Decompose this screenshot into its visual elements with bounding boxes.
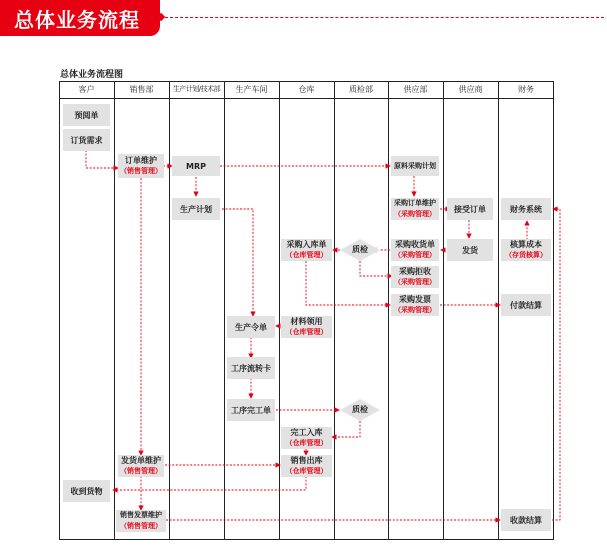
node-sales-outbound [281, 455, 332, 477]
node-cost-accounting [501, 239, 551, 261]
diagram-title: 总体业务流程图 [60, 70, 124, 80]
node-module: （销售管理） [120, 522, 162, 530]
node-module: （仓库管理） [285, 328, 328, 336]
flow-qc-to-reject [360, 261, 392, 276]
node-purchase-invoice [391, 294, 439, 316]
node-label: 发货单维护 [121, 456, 161, 465]
node-label: 工序完工单 [231, 405, 271, 415]
node-purchase-rejection [391, 266, 439, 288]
node-module: （采购管理） [394, 278, 436, 286]
node-label: 质检 [352, 405, 368, 414]
node-receipt-settlement [501, 509, 551, 531]
node-production-order [227, 316, 275, 338]
node-label: MRP [186, 161, 206, 171]
node-label: 收到货物 [70, 486, 103, 496]
node-purchase-stock-in [281, 239, 332, 261]
node-finance-system [501, 198, 551, 220]
node-label: 工序流转卡 [231, 363, 271, 373]
node-label: 质检 [352, 245, 368, 254]
node-qc-inbound [340, 239, 380, 261]
node-po-maintenance [391, 198, 439, 220]
lane-header-qc: 质检部 [349, 85, 373, 94]
node-label: 采购收货单 [395, 240, 435, 249]
node-module: （销售管理） [120, 167, 162, 175]
node-process-completion [227, 399, 275, 421]
flow-qc-to-finished-in [332, 421, 360, 437]
node-label: 完工入库 [290, 428, 323, 437]
node-delivery-maintenance [118, 455, 164, 477]
lane-header-warehouse: 仓库 [298, 85, 315, 94]
node-label: 销售发票维护 [120, 511, 162, 519]
node-module: （采购管理） [394, 210, 436, 218]
lane-header-planning: 生产计划/技术部 [172, 85, 221, 93]
node-module: （销售管理） [120, 467, 162, 475]
node-material-issue [281, 316, 332, 338]
node-receive-goods [63, 480, 110, 502]
flow-sales-out-to-customer [113, 476, 306, 490]
lane-header-supply: 供应部 [403, 85, 428, 94]
node-order-demand [63, 129, 110, 151]
node-module: （仓库管理） [285, 467, 328, 475]
node-label: 发货 [462, 245, 478, 255]
node-module: （存货核算） [505, 251, 547, 259]
node-label: 生产计划 [180, 204, 212, 214]
page-title: 总体业务流程 [14, 8, 140, 32]
flow-stock-in-to-invoice [306, 261, 390, 305]
node-label: 核算成本 [510, 240, 542, 249]
lane-header-finance: 财务 [518, 85, 534, 94]
node-label: 订货需求 [70, 135, 103, 145]
node-module: （仓库管理） [285, 251, 328, 259]
node-module: （采购管理） [394, 251, 436, 259]
node-order-maintenance [118, 154, 164, 178]
node-label: 收款结算 [510, 515, 542, 525]
flow-demand-to-order [86, 150, 118, 168]
flow-plan-to-prod-order [222, 209, 253, 316]
node-module: （仓库管理） [285, 439, 328, 447]
node-preview-order [63, 104, 110, 126]
node-production-plan [172, 198, 220, 220]
node-label: 材料领用 [290, 317, 323, 326]
node-raw-purchase-plan [391, 156, 439, 176]
node-label: 生产令单 [235, 322, 267, 332]
node-label: 财务系统 [510, 204, 542, 214]
node-payment-settlement [501, 294, 551, 316]
lane-header-sales: 销售部 [129, 85, 154, 94]
node-sales-invoice-maintenance [116, 510, 166, 532]
node-process-card [227, 357, 275, 379]
node-finished-stock-in [281, 427, 332, 449]
node-label: 采购订单维护 [394, 199, 436, 207]
lane-header-supplier: 供应商 [458, 85, 483, 94]
node-label: 预阅单 [74, 110, 99, 120]
node-label: 采购入库单 [286, 240, 327, 249]
node-label: 销售出库 [290, 456, 323, 465]
flow-receipt-settle-to-finance [552, 209, 560, 520]
node-shipment [447, 239, 493, 261]
node-module: （采购管理） [394, 306, 436, 314]
lane-header-workshop: 生产车间 [235, 85, 268, 94]
node-qc-production [340, 399, 380, 421]
node-mrp [172, 156, 220, 176]
node-accept-order [447, 198, 493, 220]
node-label: 原料采购计划 [394, 161, 436, 170]
node-label: 采购发票 [399, 295, 431, 304]
node-label: 接受订单 [454, 204, 486, 214]
node-label: 采购拒收 [399, 267, 431, 276]
lane-header-customer: 客户 [78, 85, 95, 94]
node-label: 付款结算 [510, 300, 542, 310]
node-purchase-receipt [391, 239, 439, 261]
node-label: 订单维护 [125, 156, 157, 165]
